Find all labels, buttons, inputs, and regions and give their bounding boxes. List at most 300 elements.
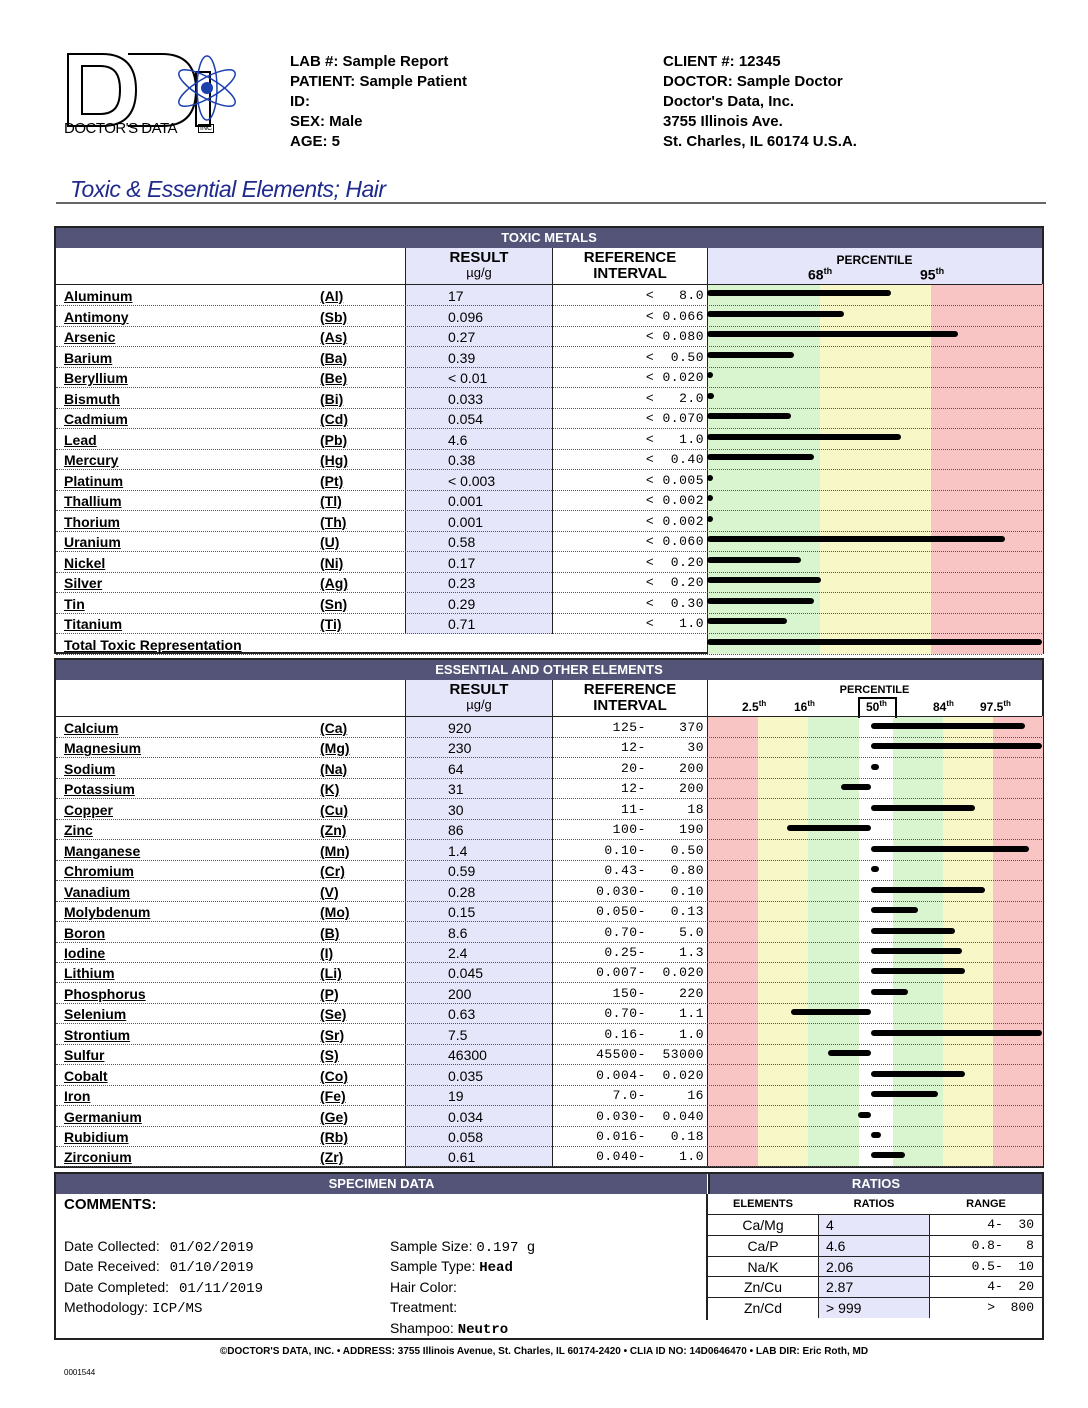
element-reference: < 8.0 (645, 288, 704, 303)
toxic-row (56, 408, 1042, 429)
pct-50-sup: th (879, 699, 887, 708)
element-name: Boron (64, 924, 106, 941)
element-result: 0.71 (448, 616, 476, 632)
element-symbol: (Be) (320, 370, 348, 386)
essential-row (56, 717, 1042, 738)
title-rule (56, 202, 1046, 204)
toxic-p68-sup: th (823, 266, 833, 276)
element-symbol: (Bi) (320, 390, 344, 407)
element-reference: < 0.070 (645, 411, 704, 426)
percentile-bar (707, 434, 901, 440)
element-reference: 0.25- 1.3 (604, 944, 704, 960)
sample-size-value: 0.197 g (476, 1240, 536, 1256)
essential-row (56, 840, 1042, 861)
element-name: Platinum (64, 472, 124, 489)
element-name: Potassium (64, 781, 135, 798)
element-name: Lithium (64, 965, 115, 982)
element-reference: < 0.30 (645, 595, 704, 611)
element-result: 64 (448, 760, 464, 777)
essential-row (56, 962, 1042, 983)
element-result: 2.4 (448, 944, 468, 961)
shampoo (390, 1320, 508, 1338)
sample-size-label: Sample Size: (390, 1238, 473, 1254)
essential-row (56, 1085, 1042, 1106)
element-name: Selenium (64, 1006, 127, 1023)
shampoo-value: Neutro (457, 1322, 509, 1338)
element-result: 0.001 (448, 493, 484, 509)
element-result: 7.5 (448, 1026, 468, 1043)
ratio-range: 4- 30 (987, 1217, 1034, 1232)
element-name: Antimony (64, 308, 129, 325)
element-result: 0.096 (448, 308, 484, 325)
element-result: 30 (448, 801, 464, 818)
element-name: Manganese (64, 842, 141, 859)
percentile-bar (871, 968, 965, 974)
percentile-bar (707, 516, 713, 522)
element-symbol: (Sb) (320, 308, 348, 325)
percentile-bar (707, 352, 794, 358)
essential-pct-16 (794, 699, 815, 714)
percentile-bar (791, 1009, 871, 1015)
element-name: Strontium (64, 1026, 131, 1043)
element-result: 31 (448, 781, 464, 798)
element-result: 230 (448, 740, 472, 757)
element-name: Zirconium (64, 1149, 132, 1166)
element-symbol: (Zn) (320, 822, 347, 839)
treatment: Treatment: (390, 1299, 458, 1315)
element-name: Titanium (64, 616, 123, 632)
lab-address: 3755 Illinois Ave. (663, 113, 783, 130)
ratios-band: RATIOS (708, 1174, 1042, 1194)
ratio-value: 4 (826, 1217, 834, 1233)
element-symbol: (Mg) (320, 740, 350, 757)
pct-84-value: 84 (933, 700, 947, 714)
percentile-bar (871, 866, 879, 872)
ratio-range: 4- 20 (987, 1279, 1034, 1295)
element-symbol: (Ca) (320, 720, 348, 736)
percentile-bar (707, 413, 791, 419)
sample-type (390, 1258, 513, 1276)
percentile-bar (707, 639, 1042, 645)
ratio-range: > 800 (987, 1300, 1034, 1316)
ratio-row (708, 1214, 1042, 1235)
toxic-row (56, 552, 1042, 573)
element-result: 0.035 (448, 1067, 484, 1084)
date-completed (64, 1279, 263, 1297)
footer: ©DOCTOR'S DATA, INC. • ADDRESS: 3755 Illinois Avenue, St. Charles, IL 60174-2420 • CLIA ID NO: 14D0646470 • LAB DIR: Eric Roth, MD (219, 1346, 869, 1357)
element-result: 8.6 (448, 924, 468, 941)
element-result: < 0.003 (448, 472, 496, 489)
pct-2-5-value: 2.5 (742, 700, 759, 714)
ratios-h-range: RANGE (966, 1198, 1006, 1210)
element-result: 0.034 (448, 1108, 484, 1125)
element-name: Arsenic (64, 329, 116, 345)
essential-row (56, 799, 1042, 820)
element-symbol: (Ag) (320, 575, 348, 591)
percentile-bar (871, 743, 1042, 749)
lab-city: St. Charles, IL 60174 U.S.A. (663, 133, 857, 150)
element-name: Cadmium (64, 411, 128, 427)
shampoo-label: Shampoo: (390, 1320, 454, 1336)
element-name: Calcium (64, 720, 119, 736)
hair-color: Hair Color: (390, 1279, 457, 1295)
toxic-ref-header (553, 250, 707, 282)
specimen-band: SPECIMEN DATA (56, 1174, 707, 1194)
essential-row (56, 1044, 1042, 1065)
element-result: 1.4 (448, 842, 468, 859)
percentile-bar (871, 1152, 905, 1158)
element-symbol: (K) (320, 781, 340, 798)
percentile-bar (871, 948, 961, 954)
element-result: 86 (448, 822, 464, 839)
element-symbol: (Ge) (320, 1108, 348, 1125)
sample-type-value: Head (479, 1260, 513, 1276)
report-title: Toxic & Essential Elements; Hair (70, 176, 386, 202)
element-symbol: (Cr) (320, 863, 345, 880)
ratio-row (708, 1256, 1042, 1277)
element-name: Aluminum (64, 288, 133, 304)
element-name: Phosphorus (64, 985, 146, 1002)
pct-16-value: 16 (794, 700, 808, 714)
ratio-value: 4.6 (826, 1237, 846, 1254)
percentile-bar (871, 723, 1025, 729)
percentile-bar (707, 393, 714, 399)
element-symbol: (Ti) (320, 616, 342, 632)
element-symbol: (Sn) (320, 595, 348, 612)
element-reference: 150- 220 (612, 985, 704, 1001)
element-result: 0.29 (448, 595, 476, 612)
essential-row (56, 1024, 1042, 1045)
toxic-row (56, 613, 1042, 634)
element-reference: 0.43- 0.80 (604, 863, 704, 879)
row-separator (56, 654, 1042, 655)
element-reference: 100- 190 (612, 822, 704, 838)
percentile-bar (707, 311, 844, 317)
essential-row (56, 819, 1042, 840)
percentile-bar (871, 1030, 1042, 1036)
element-name: Thallium (64, 493, 122, 509)
toxic-p68 (808, 266, 832, 283)
element-name: Vanadium (64, 883, 131, 900)
toxic-row (56, 429, 1042, 450)
lab-name: Doctor's Data, Inc. (663, 93, 795, 110)
element-symbol: (Na) (320, 760, 348, 777)
element-reference: < 0.20 (645, 554, 704, 570)
percentile-bar (858, 1112, 871, 1118)
element-name: Iron (64, 1088, 91, 1105)
element-result: 0.39 (448, 349, 476, 366)
element-result: 0.17 (448, 554, 476, 571)
doctor-name: DOCTOR: Sample Doctor (663, 73, 843, 90)
element-result: 0.38 (448, 452, 476, 468)
date-received (64, 1258, 254, 1276)
element-symbol: (Fe) (320, 1088, 346, 1105)
percentile-bar (871, 1091, 938, 1097)
element-symbol: (Cu) (320, 801, 348, 818)
methodology-label: Methodology: (64, 1299, 149, 1315)
element-reference: 11- 18 (620, 801, 704, 817)
ratio-value: > 999 (826, 1300, 862, 1317)
element-symbol: (Tl) (320, 493, 342, 509)
percentile-bar (707, 454, 814, 460)
element-name: Germanium (64, 1108, 142, 1125)
toxic-row (56, 634, 1042, 655)
patient-sex: SEX: Male (290, 113, 363, 130)
methodology (64, 1299, 202, 1317)
essential-row (56, 942, 1042, 963)
patient-age: AGE: 5 (290, 133, 341, 150)
essential-result-header (405, 682, 553, 712)
percentile-bar (707, 475, 713, 481)
essential-result-label: RESULT (449, 681, 509, 698)
toxic-row (56, 531, 1042, 552)
element-result: 920 (448, 720, 472, 736)
percentile-bar (871, 1132, 881, 1138)
essential-percentile-label: PERCENTILE (839, 684, 910, 696)
element-reference: 12- 200 (620, 781, 704, 797)
element-reference: 125- 370 (612, 720, 704, 735)
essential-row (56, 1065, 1042, 1086)
element-reference: < 0.020 (645, 370, 704, 385)
percentile-bar (828, 1050, 872, 1056)
element-symbol: (Hg) (320, 452, 348, 468)
essential-pct-97-5 (980, 699, 1011, 714)
ratio-value: 2.87 (826, 1279, 854, 1296)
ratio-range: 0.5- 10 (971, 1258, 1034, 1274)
element-name: Magnesium (64, 740, 142, 757)
element-reference: 0.030- 0.10 (596, 883, 704, 899)
essential-row (56, 922, 1042, 943)
percentile-bar (787, 825, 871, 831)
element-reference: < 1.0 (645, 616, 704, 631)
toxic-row (56, 347, 1042, 368)
element-reference: < 0.005 (645, 472, 704, 488)
lab-number: LAB #: Sample Report (290, 53, 449, 70)
element-reference: < 0.080 (645, 329, 704, 344)
ratio-row (708, 1276, 1042, 1297)
date-collected-label: Date Collected: (64, 1238, 160, 1254)
element-name: Chromium (64, 863, 134, 880)
element-symbol: (V) (320, 883, 339, 900)
date-collected-value: 01/02/2019 (169, 1240, 254, 1256)
element-reference: < 0.060 (645, 534, 704, 549)
percentile-bar (871, 907, 918, 913)
essential-row (56, 983, 1042, 1004)
element-symbol: (S) (320, 1047, 339, 1064)
element-reference: 0.050- 0.13 (596, 904, 704, 920)
element-reference: 0.004- 0.020 (596, 1067, 704, 1083)
element-result: 0.28 (448, 883, 476, 900)
element-reference: < 0.20 (645, 575, 704, 590)
toxic-row (56, 511, 1042, 532)
essential-pct-2-5 (742, 699, 766, 714)
essential-band: ESSENTIAL AND OTHER ELEMENTS (56, 660, 1042, 680)
element-symbol: (Pt) (320, 472, 344, 489)
essential-result-unit: µg/g (466, 697, 492, 712)
element-name: Thorium (64, 513, 120, 530)
percentile-bar (871, 928, 955, 934)
header-left (290, 52, 467, 152)
element-name: Bismuth (64, 390, 120, 407)
element-name: Cobalt (64, 1067, 108, 1084)
toxic-row (56, 572, 1042, 593)
toxic-row (56, 306, 1042, 327)
essential-row (56, 1003, 1042, 1024)
toxic-interval-label: INTERVAL (593, 265, 667, 282)
element-reference: 12- 30 (620, 740, 704, 756)
essential-row (56, 901, 1042, 922)
toxic-result-label: RESULT (449, 249, 509, 266)
element-reference: < 2.0 (645, 390, 704, 406)
toxic-row (56, 449, 1042, 470)
essential-ref-header (553, 682, 707, 714)
toxic-p68-value: 68 (808, 266, 824, 283)
percentile-bar (841, 784, 871, 790)
element-name: Sodium (64, 760, 116, 777)
element-name: Rubidium (64, 1129, 129, 1145)
date-received-value: 01/10/2019 (169, 1260, 254, 1276)
element-name: Beryllium (64, 370, 128, 386)
toxic-row (56, 490, 1042, 511)
percentile-bar (871, 764, 879, 770)
element-result: 46300 (448, 1047, 487, 1064)
element-result: 0.15 (448, 904, 476, 921)
element-reference: 45500- 53000 (596, 1047, 704, 1063)
toxic-band: TOXIC METALS (56, 228, 1042, 248)
element-result: 0.63 (448, 1006, 476, 1023)
element-name: Mercury (64, 452, 119, 468)
percentile-bar (871, 989, 908, 995)
element-symbol: (Ba) (320, 349, 348, 366)
element-name: Molybdenum (64, 904, 151, 921)
toxic-row (56, 326, 1042, 347)
element-reference: < 1.0 (645, 431, 704, 447)
element-result: 19 (448, 1088, 464, 1105)
element-result: 0.033 (448, 390, 484, 407)
ratio-element: Ca/Mg (742, 1217, 784, 1233)
percentile-bar (707, 372, 713, 378)
ratio-element: Zn/Cd (743, 1300, 783, 1317)
pct-97-5-value: 97.5 (980, 700, 1004, 714)
ratios-h-ratios: RATIOS (853, 1198, 895, 1210)
percentile-bar (871, 887, 985, 893)
essential-row (56, 1146, 1042, 1167)
percentile-bar (871, 1071, 965, 1077)
element-reference: 0.030- 0.040 (596, 1108, 704, 1124)
toxic-row (56, 285, 1042, 306)
essential-row (56, 758, 1042, 779)
element-reference: < 0.40 (645, 452, 704, 467)
element-reference: 0.10- 0.50 (604, 842, 704, 858)
sample-type-label: Sample Type: (390, 1258, 476, 1274)
element-result: 4.6 (448, 431, 468, 448)
element-result: 17 (448, 288, 464, 304)
element-reference: 0.70- 1.1 (604, 1006, 704, 1022)
element-reference: 0.016- 0.18 (596, 1129, 704, 1144)
pct-16-sup: th (807, 699, 815, 708)
element-symbol: (I) (320, 944, 334, 961)
date-received-label: Date Received: (64, 1258, 160, 1274)
essential-ref-label: REFERENCE (583, 681, 677, 698)
percentile-bar (707, 536, 1005, 542)
element-name: Iodine (64, 944, 106, 961)
element-result: 0.27 (448, 329, 476, 345)
ratio-range: 0.8- 8 (971, 1237, 1034, 1253)
comments-label: COMMENTS: (64, 1196, 157, 1213)
pct-97-5-sup: th (1003, 699, 1011, 708)
element-name: Tin (64, 595, 85, 612)
element-name: Nickel (64, 554, 106, 571)
essential-interval-label: INTERVAL (593, 697, 667, 714)
element-reference: 20- 200 (620, 760, 704, 776)
percentile-bar (707, 290, 891, 296)
ratio-row (708, 1297, 1042, 1318)
element-result: 0.23 (448, 575, 476, 591)
toxic-row (56, 470, 1042, 491)
essential-row (56, 881, 1042, 902)
element-symbol: (B) (320, 924, 340, 941)
percentile-bar (707, 618, 787, 624)
client-number: CLIENT #: 12345 (663, 53, 781, 70)
element-name: Zinc (64, 822, 93, 839)
element-result: 0.045 (448, 965, 484, 982)
date-completed-value: 01/11/2019 (178, 1281, 263, 1297)
element-reference: < 0.066 (645, 308, 704, 324)
pct-2-5-sup: th (758, 699, 767, 708)
essential-pct-84 (933, 699, 954, 714)
percentile-bar (707, 557, 801, 563)
percentile-bar (707, 331, 958, 337)
header-right (663, 52, 857, 152)
element-symbol: (Li) (320, 965, 342, 982)
element-symbol: (Sr) (320, 1026, 345, 1043)
element-symbol: (Th) (320, 513, 347, 530)
toxic-p95-sup: th (935, 266, 945, 276)
essential-pct-50 (858, 697, 897, 718)
essential-row (56, 1106, 1042, 1127)
element-symbol: (P) (320, 985, 339, 1002)
logo-text: DOCTOR'S DATA (64, 120, 178, 137)
essential-row (56, 778, 1042, 799)
element-symbol: (Co) (320, 1067, 348, 1084)
element-result: 0.058 (448, 1129, 484, 1145)
ratio-element: Na/K (747, 1258, 779, 1275)
element-reference: 0.16- 1.0 (604, 1026, 704, 1042)
sample-size (390, 1238, 535, 1256)
ratio-row (708, 1235, 1042, 1256)
element-result: 0.054 (448, 411, 484, 427)
ratio-element: Ca/P (747, 1237, 779, 1254)
ratio-element: Zn/Cu (743, 1279, 783, 1296)
element-reference: 0.007- 0.020 (596, 965, 704, 981)
essential-row (56, 1126, 1042, 1147)
form-number: 0001544 (64, 1368, 96, 1377)
element-symbol: (As) (320, 329, 348, 345)
element-name: Barium (64, 349, 113, 366)
ratios-h-elements: ELEMENTS (733, 1198, 793, 1210)
essential-row (56, 860, 1042, 881)
element-result: 0.61 (448, 1149, 476, 1166)
toxic-percentile-label: PERCENTILE (836, 253, 913, 267)
element-result: < 0.01 (448, 370, 488, 386)
element-reference: < 0.50 (645, 349, 704, 365)
patient-name: PATIENT: Sample Patient (290, 73, 467, 90)
pct-50-value: 50 (866, 700, 880, 714)
element-result: 200 (448, 985, 472, 1002)
percentile-bar (871, 846, 1028, 852)
percentile-bar (707, 577, 821, 583)
essential-row (56, 737, 1042, 758)
